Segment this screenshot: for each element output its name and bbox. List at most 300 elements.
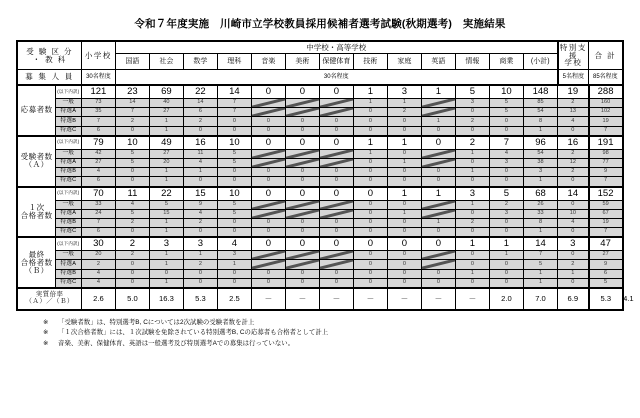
data-cell: 23 — [115, 85, 149, 99]
diagonal-strike-icon — [320, 260, 353, 268]
data-cell: 2 — [115, 237, 149, 251]
data-cell: 1 — [149, 278, 183, 288]
header-subject-rika: 理科 — [217, 54, 251, 70]
subrow-label: 特選C — [55, 278, 81, 288]
data-cell: 3 — [387, 85, 421, 99]
data-cell: 0 — [455, 126, 489, 136]
ratio-label-line2: （Ａ）／（Ｂ） — [25, 298, 74, 305]
data-cell: 0 — [455, 158, 489, 167]
table-row — [17, 168, 622, 177]
footnote-text: 「受験者数」は、特別選考B, Cについては2次試験の受験者数を計上 — [58, 319, 255, 326]
data-cell: 3 — [455, 99, 489, 108]
data-cell: 1 — [353, 99, 387, 108]
data-cell: 1 — [149, 218, 183, 227]
data-cell: 0 — [353, 187, 387, 201]
data-cell: 1 — [455, 269, 489, 278]
diagonal-strike-icon — [252, 251, 285, 259]
data-cell: 6 — [183, 108, 217, 117]
data-cell: 10 — [217, 187, 251, 201]
header-subject-shakai: 社会 — [149, 54, 183, 70]
data-cell: 0 — [489, 117, 523, 126]
section-label-line: 最終 — [28, 249, 45, 259]
subrow-label: (以下内訳) — [55, 187, 81, 201]
section-label-line: （Ａ） — [24, 160, 49, 170]
diagonal-strike-icon — [422, 99, 455, 107]
data-cell: 2 — [183, 218, 217, 227]
data-cell: 1 — [523, 177, 557, 187]
data-cell: 70 — [81, 187, 115, 201]
data-cell: 0 — [558, 126, 589, 136]
data-cell: 1 — [149, 117, 183, 126]
header-ss-line1: 特別支援 — [559, 42, 587, 60]
data-cell: 4 — [489, 149, 523, 158]
data-cell: 10 — [558, 209, 589, 218]
section-label — [17, 136, 55, 187]
data-cell: 0 — [115, 269, 149, 278]
header-category-line1: 受 験 区 分 — [26, 46, 74, 56]
data-cell: 0 — [285, 228, 319, 238]
recruitment-junior-senior: 30名程度 — [115, 70, 557, 86]
subrow-label: 一般 — [55, 251, 81, 260]
ratio-subtotal-2: 6.9 — [558, 288, 589, 310]
data-cell: 0 — [217, 177, 251, 187]
data-cell: 1 — [353, 149, 387, 158]
data-cell: 27 — [81, 158, 115, 167]
table-row — [17, 99, 622, 108]
data-cell: 2 — [558, 99, 589, 108]
data-cell: 4 — [183, 158, 217, 167]
data-cell: 0 — [251, 187, 285, 201]
diagonal-strike-icon — [422, 159, 455, 167]
data-cell: 1 — [183, 251, 217, 260]
diagonal-strike-icon — [252, 159, 285, 167]
data-cell: 0 — [251, 168, 285, 177]
data-cell: 0 — [319, 177, 353, 187]
data-cell — [285, 108, 319, 117]
data-cell: 0 — [183, 177, 217, 187]
data-cell: 59 — [589, 200, 623, 209]
header-elementary: 小学校 — [81, 41, 115, 70]
data-cell: 7 — [589, 228, 623, 238]
data-cell: 1 — [558, 269, 589, 278]
subrow-label: 特選B — [55, 269, 81, 278]
data-cell: 1 — [421, 85, 455, 99]
diagonal-strike-icon — [286, 108, 319, 116]
data-cell: 2 — [115, 218, 149, 227]
table-body — [17, 70, 634, 311]
subrow-label: 特選A — [55, 158, 81, 167]
data-cell — [421, 99, 455, 108]
data-cell: 14 — [558, 187, 589, 201]
data-cell: 19 — [558, 85, 589, 99]
data-cell: 0 — [285, 168, 319, 177]
data-cell: 1 — [421, 218, 455, 227]
data-cell: 4 — [558, 218, 589, 227]
data-cell: 0 — [115, 177, 149, 187]
data-cell: 11 — [115, 187, 149, 201]
data-cell: 0 — [387, 251, 421, 260]
data-cell: 1 — [523, 126, 557, 136]
ratio-ongaku: － — [251, 288, 285, 310]
data-cell: 40 — [149, 99, 183, 108]
ratio-gijutsu: － — [353, 288, 387, 310]
data-cell: 1 — [149, 260, 183, 269]
data-cell: 0 — [353, 168, 387, 177]
data-cell: 102 — [589, 108, 623, 117]
footnote-mark-icon: ※ — [43, 329, 49, 337]
data-cell: 0 — [387, 228, 421, 238]
data-cell: 0 — [251, 278, 285, 288]
data-cell: 5 — [217, 149, 251, 158]
data-cell: 0 — [319, 278, 353, 288]
data-cell: 121 — [81, 85, 115, 99]
data-cell: 0 — [558, 251, 589, 260]
data-cell: 5 — [217, 200, 251, 209]
data-cell: 3 — [523, 168, 557, 177]
section-label — [17, 237, 55, 288]
data-cell: 0 — [387, 200, 421, 209]
data-cell: 0 — [285, 85, 319, 99]
subrow-label: 特選A — [55, 260, 81, 269]
data-cell: 14 — [183, 99, 217, 108]
recruitment-label: 募 集 人 員 — [17, 70, 81, 86]
data-cell: 7 — [81, 117, 115, 126]
section-label-line: 合格者数 — [20, 210, 53, 220]
data-cell: 0 — [455, 260, 489, 269]
data-cell — [285, 251, 319, 260]
data-cell: 0 — [455, 228, 489, 238]
header-ss-line2: 学校 — [564, 58, 583, 68]
data-cell: 0 — [183, 269, 217, 278]
diagonal-strike-icon — [422, 201, 455, 209]
data-cell: 1 — [421, 117, 455, 126]
data-cell: 14 — [523, 237, 557, 251]
data-cell: 0 — [421, 278, 455, 288]
table-row — [17, 85, 622, 99]
data-cell: 5 — [523, 260, 557, 269]
recruitment-elementary: 30名程度 — [81, 70, 115, 86]
data-cell: 3 — [489, 209, 523, 218]
data-cell: 1 — [149, 126, 183, 136]
table-header — [17, 41, 622, 70]
data-cell — [421, 149, 455, 158]
data-cell: 0 — [421, 269, 455, 278]
header-special-support — [558, 41, 589, 70]
data-cell: 152 — [589, 187, 623, 201]
data-cell: 0 — [217, 228, 251, 238]
data-cell: 148 — [523, 85, 557, 99]
data-cell: 3 — [558, 237, 589, 251]
data-cell: 5 — [489, 187, 523, 201]
data-cell — [251, 158, 285, 167]
data-cell: 0 — [353, 209, 387, 218]
footnote-mark-icon: ※ — [43, 339, 49, 347]
data-cell: 0 — [319, 237, 353, 251]
data-cell: 1 — [421, 187, 455, 201]
data-cell — [319, 200, 353, 209]
data-cell: 0 — [353, 117, 387, 126]
ratio-hokentaiiku: － — [319, 288, 353, 310]
data-cell: 2 — [558, 168, 589, 177]
subrow-label: (以下内訳) — [55, 85, 81, 99]
data-cell: 11 — [183, 149, 217, 158]
data-cell: 22 — [149, 187, 183, 201]
data-cell: 5 — [217, 209, 251, 218]
data-cell: 1 — [149, 251, 183, 260]
data-cell: 2 — [455, 136, 489, 150]
section-label-line: 受験者数 — [20, 152, 53, 162]
table-row — [17, 126, 622, 136]
header-subject-bijutsu: 美術 — [285, 54, 319, 70]
data-cell: 5 — [489, 99, 523, 108]
data-cell: 0 — [285, 177, 319, 187]
header-subject-ongaku: 音楽 — [251, 54, 285, 70]
data-cell: 2 — [115, 251, 149, 260]
data-cell: 0 — [319, 117, 353, 126]
diagonal-strike-icon — [422, 260, 455, 268]
diagonal-strike-icon — [286, 159, 319, 167]
data-cell: 15 — [183, 187, 217, 201]
data-cell: 9 — [589, 260, 623, 269]
header-subject-katei: 家庭 — [387, 54, 421, 70]
data-cell: 1 — [149, 228, 183, 238]
data-cell: 0 — [387, 177, 421, 187]
data-cell: 6 — [81, 228, 115, 238]
section-label-line: 合格者数 — [20, 257, 53, 267]
data-cell: 0 — [558, 228, 589, 238]
data-cell: 0 — [489, 168, 523, 177]
data-cell — [251, 200, 285, 209]
data-cell — [285, 200, 319, 209]
subrow-label: 特選A — [55, 209, 81, 218]
data-cell — [251, 260, 285, 269]
data-cell: 0 — [353, 200, 387, 209]
data-cell: 19 — [589, 218, 623, 227]
data-cell: 4 — [81, 269, 115, 278]
header-subject-kokugo: 国語 — [115, 54, 149, 70]
data-cell: 0 — [251, 117, 285, 126]
data-cell: 2 — [183, 117, 217, 126]
subrow-label: 一般 — [55, 200, 81, 209]
data-cell — [319, 149, 353, 158]
data-cell: 5 — [115, 158, 149, 167]
data-cell — [251, 99, 285, 108]
footnotes — [17, 318, 623, 349]
data-cell: 27 — [149, 149, 183, 158]
diagonal-strike-icon — [252, 150, 285, 158]
data-cell: 19 — [589, 117, 623, 126]
data-cell: 0 — [353, 228, 387, 238]
data-cell: 7 — [115, 108, 149, 117]
subrow-label: 特選C — [55, 126, 81, 136]
data-cell: 4 — [115, 200, 149, 209]
data-cell: 0 — [319, 218, 353, 227]
diagonal-strike-icon — [320, 99, 353, 107]
ratio-label-line1: 実質倍率 — [35, 291, 64, 299]
table-row — [17, 237, 622, 251]
data-cell: 22 — [183, 85, 217, 99]
data-cell: 35 — [81, 108, 115, 117]
data-cell: 0 — [353, 251, 387, 260]
data-cell: 3 — [489, 158, 523, 167]
data-cell: 7 — [217, 99, 251, 108]
header-subject-hokentaiiku: 保健体育 — [319, 54, 353, 70]
ratio-kokugo: 5.0 — [115, 288, 149, 310]
data-cell: 2 — [81, 260, 115, 269]
data-cell: 0 — [217, 218, 251, 227]
ratio-eigo: － — [421, 288, 455, 310]
data-cell: 0 — [489, 126, 523, 136]
data-cell: 6 — [81, 177, 115, 187]
table-row — [17, 177, 622, 187]
data-cell: 79 — [81, 136, 115, 150]
data-cell: 0 — [319, 168, 353, 177]
data-cell: 0 — [455, 209, 489, 218]
data-cell: 0 — [353, 278, 387, 288]
section-label-line: １次 — [28, 203, 45, 212]
table-row — [17, 269, 622, 278]
data-cell — [285, 99, 319, 108]
data-cell: 0 — [353, 108, 387, 117]
data-cell: 0 — [319, 187, 353, 201]
diagonal-strike-icon — [422, 210, 455, 218]
data-cell: 0 — [183, 278, 217, 288]
data-cell: 1 — [455, 237, 489, 251]
data-cell: 7 — [589, 177, 623, 187]
data-cell — [421, 158, 455, 167]
data-cell: 10 — [115, 136, 149, 150]
data-cell: 0 — [183, 228, 217, 238]
data-cell: 0 — [285, 126, 319, 136]
data-cell: 24 — [81, 209, 115, 218]
data-cell: 0 — [489, 218, 523, 227]
data-cell — [251, 209, 285, 218]
section-label — [17, 85, 55, 136]
subrow-label: 特選A — [55, 108, 81, 117]
footnote-item — [43, 328, 623, 338]
data-cell: 2 — [387, 108, 421, 117]
ratio-label — [17, 288, 81, 310]
data-cell: 4 — [558, 117, 589, 126]
data-cell: 20 — [81, 251, 115, 260]
data-cell: 38 — [523, 158, 557, 167]
footnote-item — [43, 318, 623, 328]
data-cell — [251, 251, 285, 260]
data-cell: 85 — [523, 99, 557, 108]
diagonal-strike-icon — [286, 210, 319, 218]
table-row — [17, 149, 622, 158]
diagonal-strike-icon — [286, 260, 319, 268]
diagonal-strike-icon — [422, 251, 455, 259]
subrow-label: 一般 — [55, 149, 81, 158]
header-subject-eigo: 英語 — [421, 54, 455, 70]
data-cell: 0 — [319, 85, 353, 99]
data-cell: 0 — [285, 237, 319, 251]
data-cell: 1 — [455, 149, 489, 158]
table-row — [17, 187, 622, 201]
table-row — [17, 200, 622, 209]
data-cell: 0 — [149, 269, 183, 278]
data-cell: 0 — [353, 218, 387, 227]
data-cell: 10 — [489, 85, 523, 99]
data-cell: 42 — [81, 149, 115, 158]
data-cell: 1 — [149, 168, 183, 177]
row-recruitment — [17, 70, 622, 86]
subrow-label: 特選B — [55, 117, 81, 126]
data-cell — [285, 149, 319, 158]
data-cell: 5 — [217, 158, 251, 167]
data-cell: 2 — [558, 260, 589, 269]
data-cell: 4 — [217, 237, 251, 251]
data-cell: 5 — [489, 108, 523, 117]
data-cell — [319, 251, 353, 260]
subrow-label: 特選B — [55, 168, 81, 177]
data-cell: 68 — [523, 187, 557, 201]
data-cell: 5 — [455, 85, 489, 99]
data-cell: 0 — [183, 126, 217, 136]
footnote-mark-icon: ※ — [43, 319, 49, 326]
data-cell: 12 — [558, 158, 589, 167]
data-cell: 0 — [353, 158, 387, 167]
data-cell: 7 — [217, 108, 251, 117]
data-cell: 1 — [523, 278, 557, 288]
data-cell: 7 — [589, 126, 623, 136]
data-cell: 2 — [455, 117, 489, 126]
data-cell: 0 — [387, 269, 421, 278]
table-row — [17, 209, 622, 218]
data-cell: 1 — [353, 85, 387, 99]
data-cell: 27 — [589, 251, 623, 260]
data-cell: 1 — [387, 158, 421, 167]
diagonal-strike-icon — [422, 150, 455, 158]
data-cell: 0 — [558, 177, 589, 187]
diagonal-strike-icon — [252, 201, 285, 209]
data-cell: 1 — [455, 200, 489, 209]
data-cell: 67 — [589, 209, 623, 218]
data-cell — [285, 209, 319, 218]
data-cell: 0 — [285, 187, 319, 201]
subrow-label: (以下内訳) — [55, 237, 81, 251]
data-cell: 0 — [387, 168, 421, 177]
data-cell: 0 — [455, 177, 489, 187]
ratio-special-support: 5.3 — [589, 288, 623, 310]
header-category — [17, 41, 81, 70]
subrow-label: 特選C — [55, 228, 81, 238]
table-row — [17, 278, 622, 288]
header-subject-joho: 情報 — [455, 54, 489, 70]
data-cell: 16 — [558, 136, 589, 150]
data-cell: 33 — [523, 209, 557, 218]
data-cell: 54 — [523, 108, 557, 117]
data-cell: 0 — [115, 126, 149, 136]
data-cell: 6 — [81, 126, 115, 136]
diagonal-strike-icon — [252, 260, 285, 268]
exam-results-table — [16, 40, 634, 311]
table-row — [17, 108, 622, 117]
data-cell: 2 — [558, 149, 589, 158]
data-cell: 3 — [149, 237, 183, 251]
data-cell — [285, 260, 319, 269]
data-cell: 3 — [217, 251, 251, 260]
data-cell: 9 — [183, 200, 217, 209]
data-cell: 1 — [387, 99, 421, 108]
data-cell — [251, 108, 285, 117]
data-cell: 49 — [149, 136, 183, 150]
data-cell: 30 — [81, 237, 115, 251]
table-row — [17, 158, 622, 167]
data-cell: 0 — [421, 168, 455, 177]
data-cell: 0 — [421, 237, 455, 251]
